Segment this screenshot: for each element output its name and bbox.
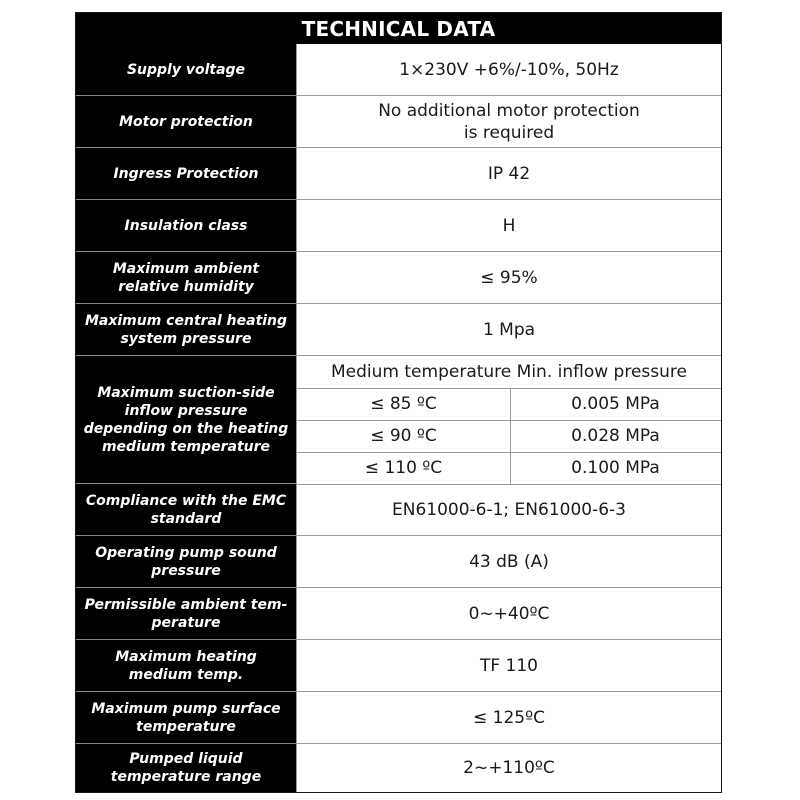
row-value: ≤ 125ºC [296,692,721,744]
table-row [76,640,721,692]
row-label: Operating pump sound pressure [76,536,296,588]
row-value: 43 dB (A) [296,536,721,588]
row-value: 0~+40ºC [296,588,721,640]
table-row [76,200,721,252]
row-value [296,96,721,148]
row-label: Permissible ambient tem-perature [76,588,296,640]
table-row [76,536,721,588]
row-label: Maximum pump surface temperature [76,692,296,744]
subtable-temp: ≤ 110 ºC [297,452,511,484]
row-label: Maximum heating medium temp. [76,640,296,692]
table-row [76,44,721,96]
table-row [76,356,721,484]
table-row [76,692,721,744]
table-row [76,484,721,536]
technical-data-table [75,12,722,793]
subtable-temp: ≤ 90 ºC [297,420,511,452]
table-row [76,744,721,792]
row-value: 1×230V +6%/-10%, 50Hz [296,44,721,96]
row-value: 2~+110ºC [296,744,721,792]
subtable-pressure: 0.005 MPa [571,394,660,414]
row-value: IP 42 [296,148,721,200]
row-label: Insulation class [76,200,296,252]
table-row [76,588,721,640]
table-row [76,96,721,148]
row-label: Maximum ambient relative humidity [76,252,296,304]
row-value: EN61000-6-1; EN61000-6-3 [296,484,721,536]
row-value-line: No additional motor protection [378,100,640,121]
row-value: H [296,200,721,252]
row-label: Supply voltage [76,44,296,96]
row-label: Compliance with the EMC standard [76,484,296,536]
row-label: Pumped liquid temperature range [76,744,296,792]
subtable-header: Medium temperature Min. inflow pressure [296,356,721,389]
subtable-row [296,388,721,421]
table-title: TECHNICAL DATA [76,13,721,44]
subtable-temp: ≤ 85 ºC [297,388,511,420]
row-label: Motor protection [76,96,296,148]
subtable-row [296,452,721,485]
row-label: Ingress Protection [76,148,296,200]
table-row [76,252,721,304]
row-value: ≤ 95% [296,252,721,304]
subtable-row [296,420,721,453]
row-value: 1 Mpa [296,304,721,356]
row-value: TF 110 [296,640,721,692]
table-row [76,148,721,200]
row-label: Maximum suction-side inflow pressure depending on the heating medium temperature [76,356,296,484]
row-value-line: is required [463,122,555,143]
row-label: Maximum central heating system pressure [76,304,296,356]
table-row [76,304,721,356]
subtable-pressure: 0.028 MPa [571,426,660,446]
subtable-pressure: 0.100 MPa [571,458,660,478]
